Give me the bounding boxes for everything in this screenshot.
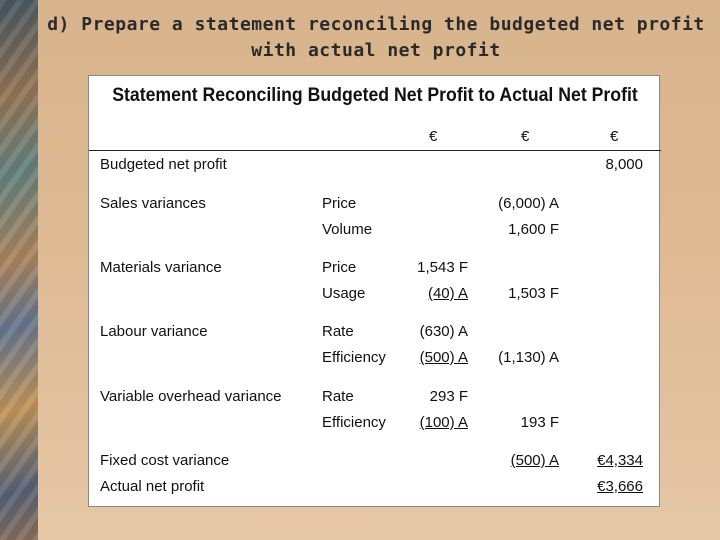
row-sub-label: Price — [322, 259, 357, 276]
row-col1-value: (630) A — [419, 323, 468, 340]
row-col1-value: 293 F — [429, 388, 468, 405]
slide-title-line-2: with actual net profit — [251, 40, 501, 61]
row-col3-value: €4,334 — [597, 452, 643, 469]
row-col2-value: (1,130) A — [498, 349, 559, 366]
row-col3-value: 8,000 — [605, 156, 643, 173]
row-sub-label: Usage — [322, 285, 366, 302]
row-label: Fixed cost variance — [100, 452, 230, 469]
row-sub-label: Rate — [322, 323, 354, 340]
statement-heading: Statement Reconciling Budgeted Net Profit to Actual Net Profit — [112, 85, 638, 106]
row-col2-value: (6,000) A — [498, 195, 559, 212]
row-col1-value: (100) A — [419, 414, 468, 431]
banknote-photo-strip — [0, 0, 38, 540]
row-col1-value: (500) A — [419, 349, 468, 366]
row-label: Sales variances — [100, 195, 206, 212]
header-divider — [89, 150, 661, 151]
row-sub-label: Efficiency — [322, 349, 386, 366]
row-sub-label: Price — [322, 195, 357, 212]
row-sub-label: Volume — [322, 221, 373, 238]
row-sub-label: Rate — [322, 388, 354, 405]
slide-title-line-1: d) Prepare a statement reconciling the budgeted net profit — [47, 14, 705, 35]
row-label: Variable overhead variance — [100, 388, 282, 405]
row-col1-value: (40) A — [427, 285, 468, 302]
row-col2-value: 1,600 F — [508, 221, 559, 238]
currency-header-col2: € — [521, 128, 530, 145]
row-col1-value: 1,543 F — [417, 259, 468, 276]
currency-header-col1: € — [429, 128, 438, 145]
slide-title — [40, 12, 712, 64]
row-label: Budgeted net profit — [100, 156, 227, 173]
row-label: Labour variance — [100, 323, 208, 340]
row-label: Materials variance — [100, 259, 222, 276]
row-col3-value: €3,666 — [597, 478, 643, 495]
row-label: Actual net profit — [100, 478, 205, 495]
row-col2-value: 1,503 F — [508, 285, 559, 302]
reconciliation-statement — [88, 75, 660, 507]
row-col2-value: (500) A — [510, 452, 559, 469]
row-col2-value: 193 F — [520, 414, 559, 431]
row-sub-label: Efficiency — [322, 414, 386, 431]
currency-header-col3: € — [610, 128, 619, 145]
